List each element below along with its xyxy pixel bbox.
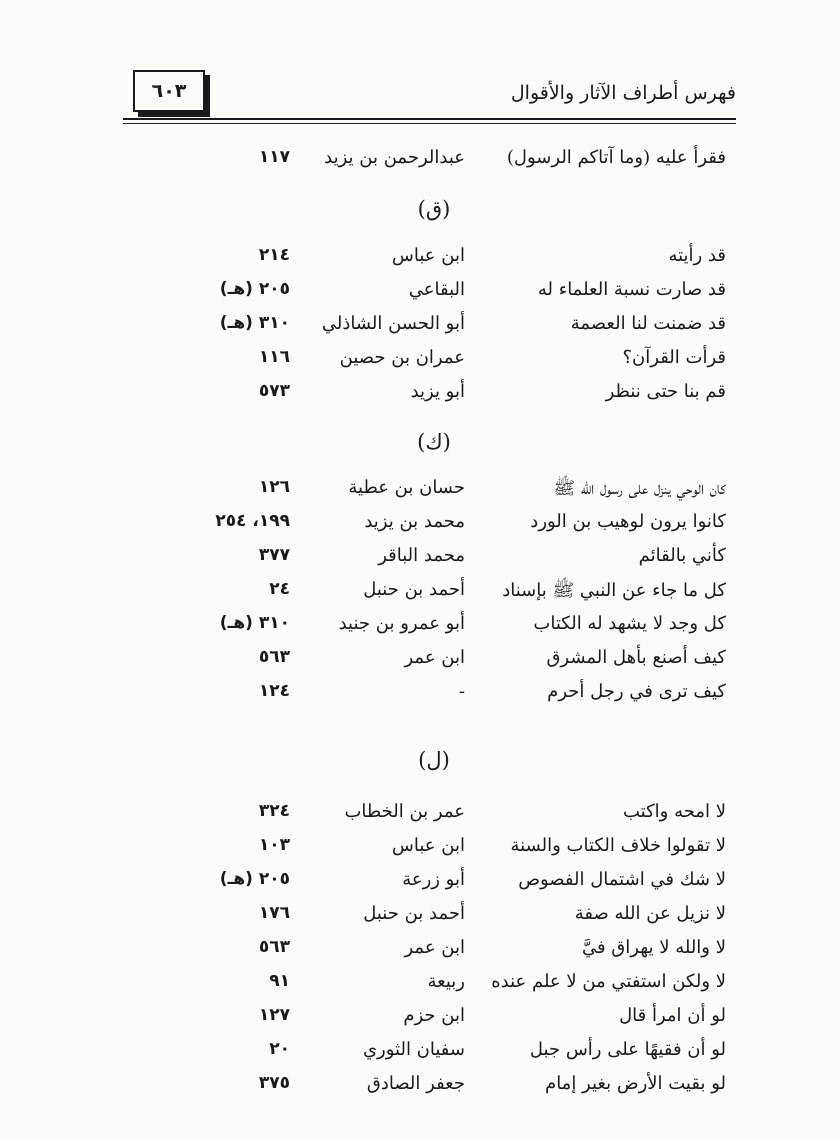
index-entry <box>0 643 840 677</box>
index-entry <box>0 677 840 711</box>
entry-narrator: أبو عمرو بن جنيد <box>338 613 465 634</box>
index-entry <box>0 609 840 643</box>
entry-text: لا شك في اشتمال الفصوص <box>518 869 726 890</box>
section-heading <box>0 177 840 241</box>
section-letter: (ق) <box>417 197 451 221</box>
entry-narrator: أبو يزيد <box>410 381 465 402</box>
entry-page-ref: ١٠٣ <box>258 835 290 855</box>
running-title: فهرس أطراف الآثار والأقوال <box>510 82 736 104</box>
entry-page-ref: ٣٧٧ <box>258 545 290 565</box>
entry-text: قد ضمنت لنا العصمة <box>570 313 726 334</box>
entry-page-ref: ١١٧ <box>258 147 290 167</box>
index-list <box>0 143 840 1103</box>
entry-page-ref: ١٧٦ <box>258 903 290 923</box>
index-entry <box>0 507 840 541</box>
page-number: ٦٠٣ <box>151 80 187 102</box>
entry-narrator: ابن حزم <box>403 1005 465 1026</box>
header-rule-thin <box>123 123 736 124</box>
entry-narrator: - <box>458 681 465 702</box>
entry-narrator: أبو زرعة <box>402 869 465 890</box>
entry-narrator: سفيان الثوري <box>362 1039 465 1060</box>
entry-text: لا ولكن استفتي من لا علم عنده <box>491 971 726 992</box>
entry-narrator: ابن عباس <box>391 245 465 266</box>
entry-narrator: محمد الباقر <box>378 545 465 566</box>
entry-page-ref: ١٢٦ <box>258 477 290 497</box>
entry-page-ref: ١٩٩، ٢٥٤ <box>215 511 290 531</box>
entry-text: كانوا يرون لوهيب بن الورد <box>530 511 726 532</box>
index-entry <box>0 831 840 865</box>
entry-text: كل وجد لا يشهد له الكتاب <box>533 613 726 634</box>
entry-page-ref: ٢٠٥ (هـ) <box>219 279 290 299</box>
index-entry <box>0 143 840 177</box>
section-letter: (ل) <box>418 748 450 772</box>
index-entry <box>0 575 840 609</box>
entry-narrator: جعفر الصادق <box>366 1073 465 1094</box>
entry-narrator: البقاعي <box>408 279 465 300</box>
index-entry <box>0 865 840 899</box>
index-entry <box>0 541 840 575</box>
index-entry <box>0 967 840 1001</box>
entry-narrator: أحمد بن حنبل <box>363 903 465 924</box>
entry-text: قرأت القرآن؟ <box>622 347 726 368</box>
entry-narrator: عمران بن حصين <box>339 347 465 368</box>
entry-page-ref: ٣١٠ (هـ) <box>219 313 290 333</box>
page-number-box <box>133 70 205 112</box>
index-entry <box>0 797 840 831</box>
index-entry <box>0 899 840 933</box>
entry-page-ref: ٥٧٣ <box>258 381 290 401</box>
entry-narrator: حسان بن عطية <box>348 477 465 498</box>
entry-text: لا والله لا يهراق فيَّ <box>581 937 726 958</box>
index-entry <box>0 275 840 309</box>
index-entry <box>0 473 840 507</box>
entry-page-ref: ٢٤ <box>269 579 290 599</box>
entry-narrator: أحمد بن حنبل <box>363 579 465 600</box>
entry-narrator: ابن عمر <box>404 647 465 668</box>
entry-text: قم بنا حتى ننظر <box>605 381 726 402</box>
index-entry <box>0 343 840 377</box>
section-heading <box>0 411 840 473</box>
entry-text: لا امحه واكتب <box>623 801 726 822</box>
entry-text: كان الوحي ينزل على رسول الله ﷺ <box>553 478 726 499</box>
entry-text: كل ما جاء عن النبي ﷺ بإسناد <box>502 580 726 601</box>
section-heading <box>0 711 840 797</box>
entry-narrator: محمد بن يزيد <box>364 511 465 532</box>
entry-text: كيف أصنع بأهل المشرق <box>546 647 726 668</box>
entry-text: لو بقيت الأرض بغير إمام <box>545 1073 726 1094</box>
index-entry <box>0 309 840 343</box>
entry-page-ref: ٩١ <box>269 971 290 991</box>
entry-text: لو أن فقيهًا على رأس جبل <box>529 1039 726 1060</box>
entry-text: كيف ترى في رجل أحرم <box>547 681 726 702</box>
entry-text: قد رأيته <box>668 245 726 266</box>
entry-page-ref: ١٢٤ <box>258 681 290 701</box>
entry-narrator: ابن عمر <box>404 937 465 958</box>
entry-narrator: ابن عباس <box>391 835 465 856</box>
section-letter: (ك) <box>417 430 451 454</box>
entry-text: فقرأ عليه (وما آتاكم الرسول) <box>506 147 726 168</box>
entry-narrator: عمر بن الخطاب <box>344 801 465 822</box>
entry-narrator: أبو الحسن الشاذلي <box>321 313 465 334</box>
header-rule-thick <box>123 118 736 120</box>
index-entry <box>0 377 840 411</box>
index-entry <box>0 241 840 275</box>
entry-text: لو أن امرأ قال <box>619 1005 726 1026</box>
index-entry <box>0 1035 840 1069</box>
entry-page-ref: ١١٦ <box>258 347 290 367</box>
entry-page-ref: ٥٦٣ <box>258 937 290 957</box>
entry-text: لا تقولوا خلاف الكتاب والسنة <box>510 835 726 856</box>
entry-page-ref: ٣٢٤ <box>258 801 290 821</box>
entry-narrator: عبدالرحمن بن يزيد <box>324 147 465 168</box>
index-entry <box>0 933 840 967</box>
entry-text: لا نزيل عن الله صفة <box>574 903 726 924</box>
index-entry <box>0 1069 840 1103</box>
entry-page-ref: ٢٠٥ (هـ) <box>219 869 290 889</box>
entry-page-ref: ٣٧٥ <box>258 1073 290 1093</box>
entry-page-ref: ٥٦٣ <box>258 647 290 667</box>
entry-text: قد صارت نسبة العلماء له <box>537 279 726 300</box>
entry-narrator: ربيعة <box>427 971 465 992</box>
entry-page-ref: ١٢٧ <box>258 1005 290 1025</box>
entry-page-ref: ٣١٠ (هـ) <box>219 613 290 633</box>
index-entry <box>0 1001 840 1035</box>
entry-page-ref: ٢٠ <box>269 1039 290 1059</box>
entry-text: كأني بالقائم <box>638 545 726 566</box>
entry-page-ref: ٢١٤ <box>258 245 290 265</box>
